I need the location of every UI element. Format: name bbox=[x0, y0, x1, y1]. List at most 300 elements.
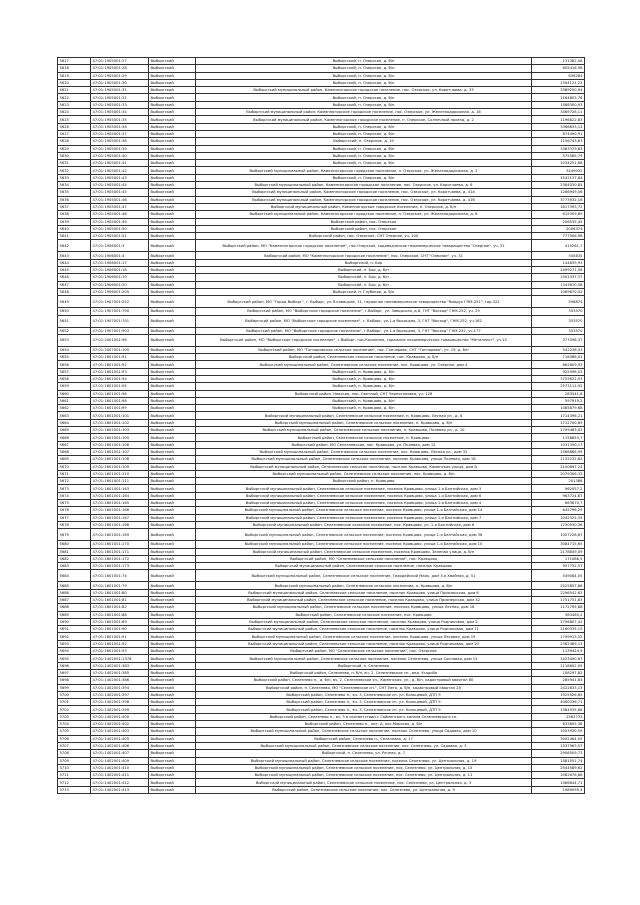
row-number-cell: 5671 bbox=[58, 470, 91, 477]
cadastral-value-cell: 353570 bbox=[532, 315, 585, 327]
cadastral-value-cell: 1588300,93 bbox=[532, 101, 585, 108]
district-cell: Выборгский bbox=[149, 677, 196, 684]
address-cell: Выборгский, п. Озерское, д. б/н bbox=[196, 145, 532, 152]
row-number-cell: 5689 bbox=[58, 611, 91, 618]
address-cell: Выборгский район, МО Селезневское, пос. Кравцово, ул. Полевая, дом 12 bbox=[196, 441, 532, 448]
cadastral-number-cell: 47:01:1601001:98 bbox=[91, 397, 149, 404]
cadastral-number-cell: 47:01:1905001:51 bbox=[91, 233, 149, 240]
cadastral-number-cell: 47:01:1906001:4 bbox=[91, 252, 149, 259]
address-cell: Выборгский район, Селезнево п., вч. 3 в соответствии с Сайменского канала Селезневского сп. bbox=[196, 713, 532, 720]
cadastral-number-cell: 47:01:1601001:101 bbox=[91, 412, 149, 419]
cadastral-value-cell: 3002464,05 bbox=[532, 735, 585, 742]
address-cell: Выборгский район, МО "Выборгское городское поселение", г.Выборг, ул. Заводская, д.8, ГНТ "Восход" ГНМ-252, уч. 29 bbox=[196, 308, 532, 315]
cadastral-table bbox=[57, 57, 585, 794]
cadastral-number-cell: 47:01:1601001:103 bbox=[91, 427, 149, 434]
cadastral-value-cell: 615309,89 bbox=[532, 211, 585, 218]
district-cell: Выборгский bbox=[149, 383, 196, 390]
row-number-cell: 5657 bbox=[58, 368, 91, 375]
district-cell: Выборгский bbox=[149, 160, 196, 167]
table-row bbox=[58, 375, 585, 382]
address-cell: Выборгский муниципальный район, Селезневское сельское поселение, поселок Кравцово, улица 1-я Балтийская, дом 14 bbox=[196, 507, 532, 514]
district-cell: Выборгский bbox=[149, 116, 196, 123]
row-number-cell: 5676 bbox=[58, 507, 91, 514]
cadastral-value-cell: 2422833,13 bbox=[532, 684, 585, 691]
district-cell: Выборгский bbox=[149, 434, 196, 441]
row-number-cell: 5649 bbox=[58, 296, 91, 308]
cadastral-number-cell: 47:01:1601001:91 bbox=[91, 354, 149, 361]
cadastral-number-cell: 47:01:1905001:49 bbox=[91, 218, 149, 225]
row-number-cell: 5706 bbox=[58, 735, 91, 742]
district-cell: Выборгский bbox=[149, 597, 196, 604]
address-cell: Выборгский муниципальный район, Селезневское сельское поселение, поселок Селезнево, улица Садовая, дом 10 bbox=[196, 728, 532, 735]
cadastral-value-cell: 1230530,36 bbox=[532, 521, 585, 528]
address-cell: Выборгский район, Невское, пер. Светлый, СНТ Черноголовка, уч. 128 bbox=[196, 390, 532, 397]
cadastral-value-cell: 1156743,63 bbox=[532, 138, 585, 145]
row-number-cell: 5691 bbox=[58, 626, 91, 633]
row-number-cell: 5696 bbox=[58, 662, 91, 669]
address-cell: Выборгский, п. Кравцово, д. б/н bbox=[196, 397, 532, 404]
address-cell: Выборгский муниципальный район, Селезневское сельское поселение, пос. Кравцово, Лесная ул., дом 32 bbox=[196, 448, 532, 455]
row-number-cell: 5674 bbox=[58, 492, 91, 499]
row-number-cell: 5619 bbox=[58, 72, 91, 79]
table-row bbox=[58, 87, 585, 94]
cadastral-value-cell: 144839,93 bbox=[532, 259, 585, 266]
cadastral-number-cell: 47:01:1601001:105 bbox=[91, 434, 149, 441]
cadastral-value-cell: 1714396,21 bbox=[532, 412, 585, 419]
table-row bbox=[58, 160, 585, 167]
cadastral-value-cell: 925598,03 bbox=[532, 368, 585, 375]
address-cell: Выборгский, п. Кравцово, д. б/н bbox=[196, 368, 532, 375]
cadastral-number-cell: 47:01:1601001:108 bbox=[91, 456, 149, 463]
cadastral-value-cell: 862809,93 bbox=[532, 361, 585, 368]
table-row bbox=[58, 618, 585, 625]
table-row bbox=[58, 648, 585, 655]
cadastral-value-cell: 597919,2 bbox=[532, 397, 585, 404]
cadastral-value-cell: 575585,79 bbox=[532, 152, 585, 159]
cadastral-number-cell: 47:01:1402001:399 bbox=[91, 706, 149, 713]
address-cell: Выборгский район, МО "Селезневское сельское поселение", пос. Кравцово bbox=[196, 555, 532, 562]
cadastral-value-cell: 2006374 bbox=[532, 225, 585, 232]
table-row bbox=[58, 72, 585, 79]
table-row bbox=[58, 288, 585, 295]
cadastral-number-cell: 47:01:1601001:170 bbox=[91, 541, 149, 548]
cadastral-number-cell: 47:01:1601001:93 bbox=[91, 648, 149, 655]
address-cell: Выборгский муниципальный район, Селезневское сельское поселение, Гвардейский Маяк, дом 3-я Хвойная, д. 51 bbox=[196, 570, 532, 582]
row-number-cell: 5664 bbox=[58, 419, 91, 426]
cadastral-value-cell: 353570 bbox=[532, 327, 585, 334]
row-number-cell: 5648 bbox=[58, 288, 91, 295]
address-cell: Выборгский муниципальный район, Селезневское сельское поселение, поселок Кравцово, улица Родниковая, дом 2 bbox=[196, 618, 532, 625]
cadastral-number-cell: 47:01:1905001:43 bbox=[91, 174, 149, 181]
table-row bbox=[58, 346, 585, 353]
address-cell: Выборгский, п. Озерское, д. б/н bbox=[196, 160, 532, 167]
cadastral-number-cell: 47:01:1906001:18 bbox=[91, 267, 149, 274]
address-cell: Выборгский, п. Бор, д. б/н bbox=[196, 281, 532, 288]
row-number-cell: 5634 bbox=[58, 182, 91, 189]
row-number-cell: 5713 bbox=[58, 786, 91, 793]
table-row bbox=[58, 145, 585, 152]
cadastral-value-cell: 3366633,14 bbox=[532, 123, 585, 130]
address-cell: Выборгский, п. Бор bbox=[196, 259, 532, 266]
district-cell: Выборгский bbox=[149, 152, 196, 159]
cadastral-value-cell: 3752632,93 bbox=[532, 375, 585, 382]
row-number-cell: 5675 bbox=[58, 500, 91, 507]
address-cell: Выборгский муниципальный район, Каменногорское городское поселение, п. Озерское, ул. Железнодорожная, д. 2 bbox=[196, 167, 532, 174]
cadastral-number-cell: 47:01:1601001:79 bbox=[91, 582, 149, 589]
cadastral-number-cell: 47:01:1402001:383 bbox=[91, 662, 149, 669]
table-row bbox=[58, 779, 585, 786]
row-number-cell: 5697 bbox=[58, 669, 91, 676]
table-row bbox=[58, 116, 585, 123]
row-number-cell: 5704 bbox=[58, 721, 91, 728]
cadastral-value-cell: 1566866,99 bbox=[532, 448, 585, 455]
row-number-cell: 5632 bbox=[58, 167, 91, 174]
address-cell: Выборгский район, МО "Город Выборг", г. Выборг, ул.Я-ковицкие, 11, гаражное некоммерческое товарищество "Виадук ГНМ-251", гар.322 bbox=[196, 296, 532, 308]
table-row bbox=[58, 267, 585, 274]
cadastral-number-cell: 47:01:1402001:410 bbox=[91, 764, 149, 771]
cadastral-value-cell: 1343810,58 bbox=[532, 281, 585, 288]
table-row bbox=[58, 662, 585, 669]
table-row bbox=[58, 174, 585, 181]
row-number-cell: 5667 bbox=[58, 441, 91, 448]
cadastral-number-cell: 47:01:1601001:173 bbox=[91, 563, 149, 570]
address-cell: Выборгский муниципальный район, Каменногорское городское поселение, п. Озерское, д. б/н bbox=[196, 203, 532, 210]
district-cell: Выборгский bbox=[149, 427, 196, 434]
table-row bbox=[58, 274, 585, 281]
address-cell: Выборгский, п. Озерское, д. б/н bbox=[196, 58, 532, 65]
address-cell: Выборгский муниципальный район, Селезневское сельское поселение, пос. Кравцово, д. б/н bbox=[196, 470, 532, 477]
row-number-cell: 5672 bbox=[58, 478, 91, 485]
cadastral-value-cell: 1164803,76 bbox=[532, 94, 585, 101]
district-cell: Выборгский bbox=[149, 611, 196, 618]
district-cell: Выборгский bbox=[149, 240, 196, 252]
row-number-cell: 5638 bbox=[58, 211, 91, 218]
district-cell: Выборгский bbox=[149, 361, 196, 368]
cadastral-number-cell: 47:01:1601001:166 bbox=[91, 507, 149, 514]
cadastral-value-cell: 1069870,52 bbox=[532, 288, 585, 295]
district-cell: Выборгский bbox=[149, 315, 196, 327]
address-cell: Выборгский, п. Селезнево, ул. Речная, д. 7 bbox=[196, 750, 532, 757]
cadastral-number-cell: 47:01:1402001:385 bbox=[91, 669, 149, 676]
district-cell: Выборгский bbox=[149, 308, 196, 315]
district-cell: Выборгский bbox=[149, 109, 196, 116]
table-row bbox=[58, 507, 585, 514]
table-row bbox=[58, 463, 585, 470]
row-number-cell: 5665 bbox=[58, 427, 91, 434]
cadastral-value-cell: 1172795,88 bbox=[532, 604, 585, 611]
row-number-cell: 5653 bbox=[58, 334, 91, 346]
address-cell: Выборгский муниципальный район, Селезневское сельское поселение, п. Кравцово, Полевая ул., д. 10 bbox=[196, 427, 532, 434]
cadastral-value-cell: 1925526,85 bbox=[532, 691, 585, 698]
district-cell: Выборгский bbox=[149, 764, 196, 771]
address-cell: Выборгский район, МО "Каменногорское городское поселение", пос. Озерское, СНТ "Озерное", уч. 31 bbox=[196, 252, 532, 259]
cadastral-value-cell: 345835 bbox=[532, 252, 585, 259]
cadastral-value-cell: 633605,38 bbox=[532, 721, 585, 728]
cadastral-value-cell: 1158853,7 bbox=[532, 434, 585, 441]
cadastral-value-cell: 2178849,09 bbox=[532, 548, 585, 555]
cadastral-number-cell: 47:01:1601001:111 bbox=[91, 478, 149, 485]
cadastral-number-cell: 47:01:1601001:109 bbox=[91, 463, 149, 470]
address-cell: Выборгский, п. Озерское, д. б/н bbox=[196, 94, 532, 101]
district-cell: Выборгский bbox=[149, 548, 196, 555]
cadastral-number-cell: 47:01:1601001:74 bbox=[91, 570, 149, 582]
district-cell: Выборгский bbox=[149, 94, 196, 101]
cadastral-number-cell: 47:01:1907001:791 bbox=[91, 315, 149, 327]
address-cell: Выборгский, п. Бор, д. б/н bbox=[196, 274, 532, 281]
cadastral-value-cell: 1537963,57 bbox=[532, 742, 585, 749]
row-number-cell: 5688 bbox=[58, 604, 91, 611]
district-cell: Выборгский bbox=[149, 72, 196, 79]
table-row bbox=[58, 541, 585, 548]
district-cell: Выборгский bbox=[149, 354, 196, 361]
address-cell: Выборгский район, п. Селезнево, МО "Селезневское сп.", СНТ Лето, д. б/н, кадастровый квартал 25 bbox=[196, 684, 532, 691]
cadastral-number-cell: 47:01:1601001:95 bbox=[91, 383, 149, 390]
district-cell: Выборгский bbox=[149, 706, 196, 713]
row-number-cell: 5712 bbox=[58, 779, 91, 786]
cadastral-value-cell: 353570 bbox=[532, 308, 585, 315]
district-cell: Выборгский bbox=[149, 441, 196, 448]
row-number-cell: 5666 bbox=[58, 434, 91, 441]
cadastral-number-cell: 47:01:1906001:205 bbox=[91, 288, 149, 295]
cadastral-number-cell: 47:01:1905001:30 bbox=[91, 79, 149, 86]
cadastral-value-cell: 283541,8 bbox=[532, 390, 585, 397]
cadastral-value-cell: 3449032 bbox=[532, 167, 585, 174]
row-number-cell: 5647 bbox=[58, 281, 91, 288]
address-cell: Выборгский район, МО "Выборгское городское поселение", г.Выборг, пос.Калинина, гаражное некоммерческое товарищество "Металлист", уч.15 bbox=[196, 334, 532, 346]
cadastral-number-cell: 47:01:1601001:81 bbox=[91, 597, 149, 604]
district-cell: Выборгский bbox=[149, 691, 196, 698]
row-number-cell: 5643 bbox=[58, 252, 91, 259]
row-number-cell: 5695 bbox=[58, 655, 91, 662]
cadastral-value-cell: 2906509,73 bbox=[532, 750, 585, 757]
address-cell: Выборгский муниципальный район, Каменногорское городское поселение, пос. Озерское, ул. Коротчаева, д. 41б bbox=[196, 196, 532, 203]
cadastral-value-cell: 377098,37 bbox=[532, 334, 585, 346]
row-number-cell: 5624 bbox=[58, 109, 91, 116]
table-row bbox=[58, 296, 585, 308]
row-number-cell: 5698 bbox=[58, 677, 91, 684]
row-number-cell: 5623 bbox=[58, 101, 91, 108]
table-row bbox=[58, 684, 585, 691]
table-row bbox=[58, 691, 585, 698]
cadastral-number-cell: 47:01:1402001:386 bbox=[91, 677, 149, 684]
table-row bbox=[58, 633, 585, 640]
district-cell: Выборгский bbox=[149, 138, 196, 145]
cadastral-number-cell: 47:01:1905001:47 bbox=[91, 203, 149, 210]
district-cell: Выборгский bbox=[149, 182, 196, 189]
table-row bbox=[58, 706, 585, 713]
address-cell: Выборгский район, МО "Гончаровское сельское поселение", пос. Гончарово, СНТ "Гончарово", уч. 19, д. б/н bbox=[196, 346, 532, 353]
cadastral-value-cell: 4060336,71 bbox=[532, 699, 585, 706]
district-cell: Выборгский bbox=[149, 334, 196, 346]
cadastral-number-cell: 47:01:1601001:91 bbox=[91, 633, 149, 640]
row-number-cell: 5680 bbox=[58, 541, 91, 548]
cadastral-number-cell: 47:01:1905001:46 bbox=[91, 196, 149, 203]
district-cell: Выборгский bbox=[149, 742, 196, 749]
address-cell: Выборгский муниципальный район, Каменногорское городское поселение, п. Озерское, Солнечный проезд, д. 2 bbox=[196, 116, 532, 123]
cadastral-value-cell: 1501337,37 bbox=[532, 274, 585, 281]
cadastral-number-cell: 47:01:1601001:90 bbox=[91, 626, 149, 633]
cadastral-value-cell: 363485,2 bbox=[532, 611, 585, 618]
cadastral-number-cell: 47:01:1601001:96 bbox=[91, 390, 149, 397]
address-cell: Выборгский район, Селезнево п., лит. А, пос.Морская, д. б/н bbox=[196, 721, 532, 728]
district-cell: Выборгский bbox=[149, 500, 196, 507]
address-cell: Выборгский муниципальный район, Селезневское сельское поселение, поселок Селезнево, улица Сосновая, дом 15 bbox=[196, 655, 532, 662]
row-number-cell: 5677 bbox=[58, 514, 91, 521]
row-number-cell: 5679 bbox=[58, 529, 91, 541]
row-number-cell: 5644 bbox=[58, 259, 91, 266]
district-cell: Выборгский bbox=[149, 390, 196, 397]
cadastral-number-cell: 47:01:1905001:27 bbox=[91, 58, 149, 65]
cadastral-value-cell: 542238,43 bbox=[532, 346, 585, 353]
table-row bbox=[58, 138, 585, 145]
table-row bbox=[58, 259, 585, 266]
table-row bbox=[58, 492, 585, 499]
cadastral-number-cell: 47:01:1906001:20 bbox=[91, 281, 149, 288]
row-number-cell: 5656 bbox=[58, 361, 91, 368]
address-cell: Выборгский муниципальный район, Селезневское сельское поселение, пос. Кравцово, ул. 1-я Балтийская, дом 6 bbox=[196, 521, 532, 528]
cadastral-value-cell: 874490,91 bbox=[532, 130, 585, 137]
cadastral-value-cell: 1139424,9 bbox=[532, 648, 585, 655]
cadastral-value-cell: 3383379,63 bbox=[532, 145, 585, 152]
table-row bbox=[58, 361, 585, 368]
table-row bbox=[58, 548, 585, 555]
row-number-cell: 5637 bbox=[58, 203, 91, 210]
cadastral-value-cell: 1082676,86 bbox=[532, 772, 585, 779]
cadastral-number-cell: 47:01:1905001:28 bbox=[91, 65, 149, 72]
district-cell: Выборгский bbox=[149, 274, 196, 281]
row-number-cell: 5709 bbox=[58, 757, 91, 764]
table-row bbox=[58, 764, 585, 771]
address-cell: Выборгский муниципальный район, Селезневское сельское поселение, поселок Кравцово, улица 1-я Балтийская, дом 36 bbox=[196, 529, 532, 541]
cadastral-value-cell: 836284 bbox=[532, 72, 585, 79]
cadastral-number-cell: 47:01:1601001:163 bbox=[91, 485, 149, 492]
address-cell: Выборгский муниципальный район, Селезневское сельское поселение, п. Кравцово, д. б/н bbox=[196, 582, 532, 589]
cadastral-number-cell: 47:01:1402001:405 bbox=[91, 735, 149, 742]
row-number-cell: 5625 bbox=[58, 116, 91, 123]
table-row bbox=[58, 750, 585, 757]
row-number-cell: 5633 bbox=[58, 174, 91, 181]
address-cell: Выборгский район, Селезнево п., д. б/н, вч. 2, Селезневское сп., Каменская, ул., д. б/н, кадастровый квартал 80 bbox=[196, 677, 532, 684]
district-cell: Выборгский bbox=[149, 570, 196, 582]
cadastral-number-cell: 47:01:1601001:168 bbox=[91, 521, 149, 528]
district-cell: Выборгский bbox=[149, 218, 196, 225]
cadastral-number-cell: 47:01:1601001:164 bbox=[91, 492, 149, 499]
address-cell: Выборгский муниципальный район, Селезневское сельское поселение, поселок Кравцово, улица 1-я Балтийская, дом 6 bbox=[196, 492, 532, 499]
cadastral-value-cell: 3084715,65 bbox=[532, 541, 585, 548]
table-row bbox=[58, 485, 585, 492]
table-row bbox=[58, 109, 585, 116]
cadastral-number-cell: 47:01:1601001:82 bbox=[91, 604, 149, 611]
district-cell: Выборгский bbox=[149, 58, 196, 65]
cadastral-number-cell: 47:01:1402001:1378 bbox=[91, 655, 149, 662]
row-number-cell: 5692 bbox=[58, 633, 91, 640]
district-cell: Выборгский bbox=[149, 327, 196, 334]
address-cell: Выборгский район, п. Кравцово bbox=[196, 478, 532, 485]
table-row bbox=[58, 529, 585, 541]
row-number-cell: 5663 bbox=[58, 412, 91, 419]
cadastral-value-cell: 605416,96 bbox=[532, 65, 585, 72]
district-cell: Выборгский bbox=[149, 662, 196, 669]
row-number-cell: 5685 bbox=[58, 582, 91, 589]
address-cell: Выборгский район, Селезневское сельское поселение, пос. Кравцово bbox=[196, 611, 532, 618]
cadastral-number-cell: 47:01:1905001:29 bbox=[91, 72, 149, 79]
cadastral-value-cell: 1042325,35 bbox=[532, 514, 585, 521]
row-number-cell: 5707 bbox=[58, 742, 91, 749]
district-cell: Выборгский bbox=[149, 259, 196, 266]
table-row bbox=[58, 225, 585, 232]
address-cell: Выборгский муниципальный район, Селезневское сельское поселение, поселок Селезнево, ул. Центральная, д. 19 bbox=[196, 757, 532, 764]
address-cell: Выборгский муниципальный район, Селезневское сельское поселение, поселок Кравцово, улица Лесовая, дом 19 bbox=[196, 633, 532, 640]
district-cell: Выборгский bbox=[149, 618, 196, 625]
cadastral-number-cell: 47:01:1905001:40 bbox=[91, 152, 149, 159]
table-row bbox=[58, 677, 585, 684]
address-cell: Выборгский район, Селезнево п., вч. 3, Селезневское сп. ул. Кольцевой, ДТП 9 bbox=[196, 706, 532, 713]
district-cell: Выборгский bbox=[149, 225, 196, 232]
district-cell: Выборгский bbox=[149, 167, 196, 174]
row-number-cell: 5646 bbox=[58, 274, 91, 281]
address-cell: Выборгский муниципальный район, Селезневское сельское поселение, поселок Кравцово, улица 1-я Балтийская, дом 10 bbox=[196, 541, 532, 548]
cadastral-value-cell: 1286949,06 bbox=[532, 189, 585, 196]
cadastral-number-cell: 47:01:1905001:48 bbox=[91, 211, 149, 218]
cadastral-value-cell: 1118602,09 bbox=[532, 662, 585, 669]
table-row bbox=[58, 196, 585, 203]
cadastral-value-cell: 1034251,68 bbox=[532, 160, 585, 167]
address-cell: Выборгский район, Селезневское сельское поселение, пос. Селезнево, ул. Центральная, д. 9 bbox=[196, 786, 532, 793]
row-number-cell: 5659 bbox=[58, 383, 91, 390]
row-number-cell: 5686 bbox=[58, 589, 91, 596]
address-cell: Выборгский, п. Озерское, д. б/н bbox=[196, 79, 532, 86]
cadastral-number-cell: 47:01:1402001:411 bbox=[91, 772, 149, 779]
district-cell: Выборгский bbox=[149, 521, 196, 528]
district-cell: Выборгский bbox=[149, 529, 196, 541]
cadastral-value-cell: 415261,7 bbox=[532, 240, 585, 252]
row-number-cell: 5693 bbox=[58, 640, 91, 647]
address-cell: Выборгский муниципальный район, Селезневское сельское поселение, поселок Кравцово, улица 1-я Балтийская, дом 7 bbox=[196, 514, 532, 521]
row-number-cell: 5694 bbox=[58, 648, 91, 655]
district-cell: Выборгский bbox=[149, 640, 196, 647]
cadastral-value-cell: 2384030,85 bbox=[532, 182, 585, 189]
cadastral-value-cell: 2544589,62 bbox=[532, 764, 585, 771]
row-number-cell: 5640 bbox=[58, 225, 91, 232]
district-cell: Выборгский bbox=[149, 633, 196, 640]
table-row bbox=[58, 441, 585, 448]
district-cell: Выборгский bbox=[149, 478, 196, 485]
address-cell: Выборгский муниципальный район, Каменногорское городское поселение, пос. Озерское, ул. Коротчаева, д. 6 bbox=[196, 182, 532, 189]
cadastral-number-cell: 47:01:1402001:412 bbox=[91, 779, 149, 786]
district-cell: Выборгский bbox=[149, 79, 196, 86]
cadastral-value-cell: 1709483,02 bbox=[532, 427, 585, 434]
address-cell: Выборгский муниципальный район, Селезневское сельское поселение, поселок Кравцово, улица 1-я Балтийская, дом 3 bbox=[196, 485, 532, 492]
cadastral-number-cell: 47:01:1601001:171 bbox=[91, 548, 149, 555]
district-cell: Выборгский bbox=[149, 145, 196, 152]
row-number-cell: 5681 bbox=[58, 548, 91, 555]
address-cell: Выборгский, п. Бор, д. б/н bbox=[196, 267, 532, 274]
cadastral-number-cell: 47:01:1601001:89 bbox=[91, 618, 149, 625]
table-row bbox=[58, 555, 585, 562]
cadastral-value-cell: 2573111,92 bbox=[532, 383, 585, 390]
district-cell: Выборгский bbox=[149, 346, 196, 353]
cadastral-number-cell: 47:01:1601001:92 bbox=[91, 361, 149, 368]
address-cell: Выборгский, п. Озерское, д. б/н bbox=[196, 101, 532, 108]
cadastral-number-cell: 47:01:1601001:107 bbox=[91, 448, 149, 455]
district-cell: Выборгский bbox=[149, 507, 196, 514]
cadastral-value-cell: 206535,45 bbox=[532, 218, 585, 225]
table-row bbox=[58, 130, 585, 137]
address-cell: Выборгский район, МО "Выборгское городское поселение", г. Выборг, ул.1-я Высоцкая, 3, ГНТ "Восход", ГНМ-252, уч.162 bbox=[196, 315, 532, 327]
district-cell: Выборгский bbox=[149, 189, 196, 196]
district-cell: Выборгский bbox=[149, 196, 196, 203]
cadastral-value-cell: 3469728,11 bbox=[532, 109, 585, 116]
